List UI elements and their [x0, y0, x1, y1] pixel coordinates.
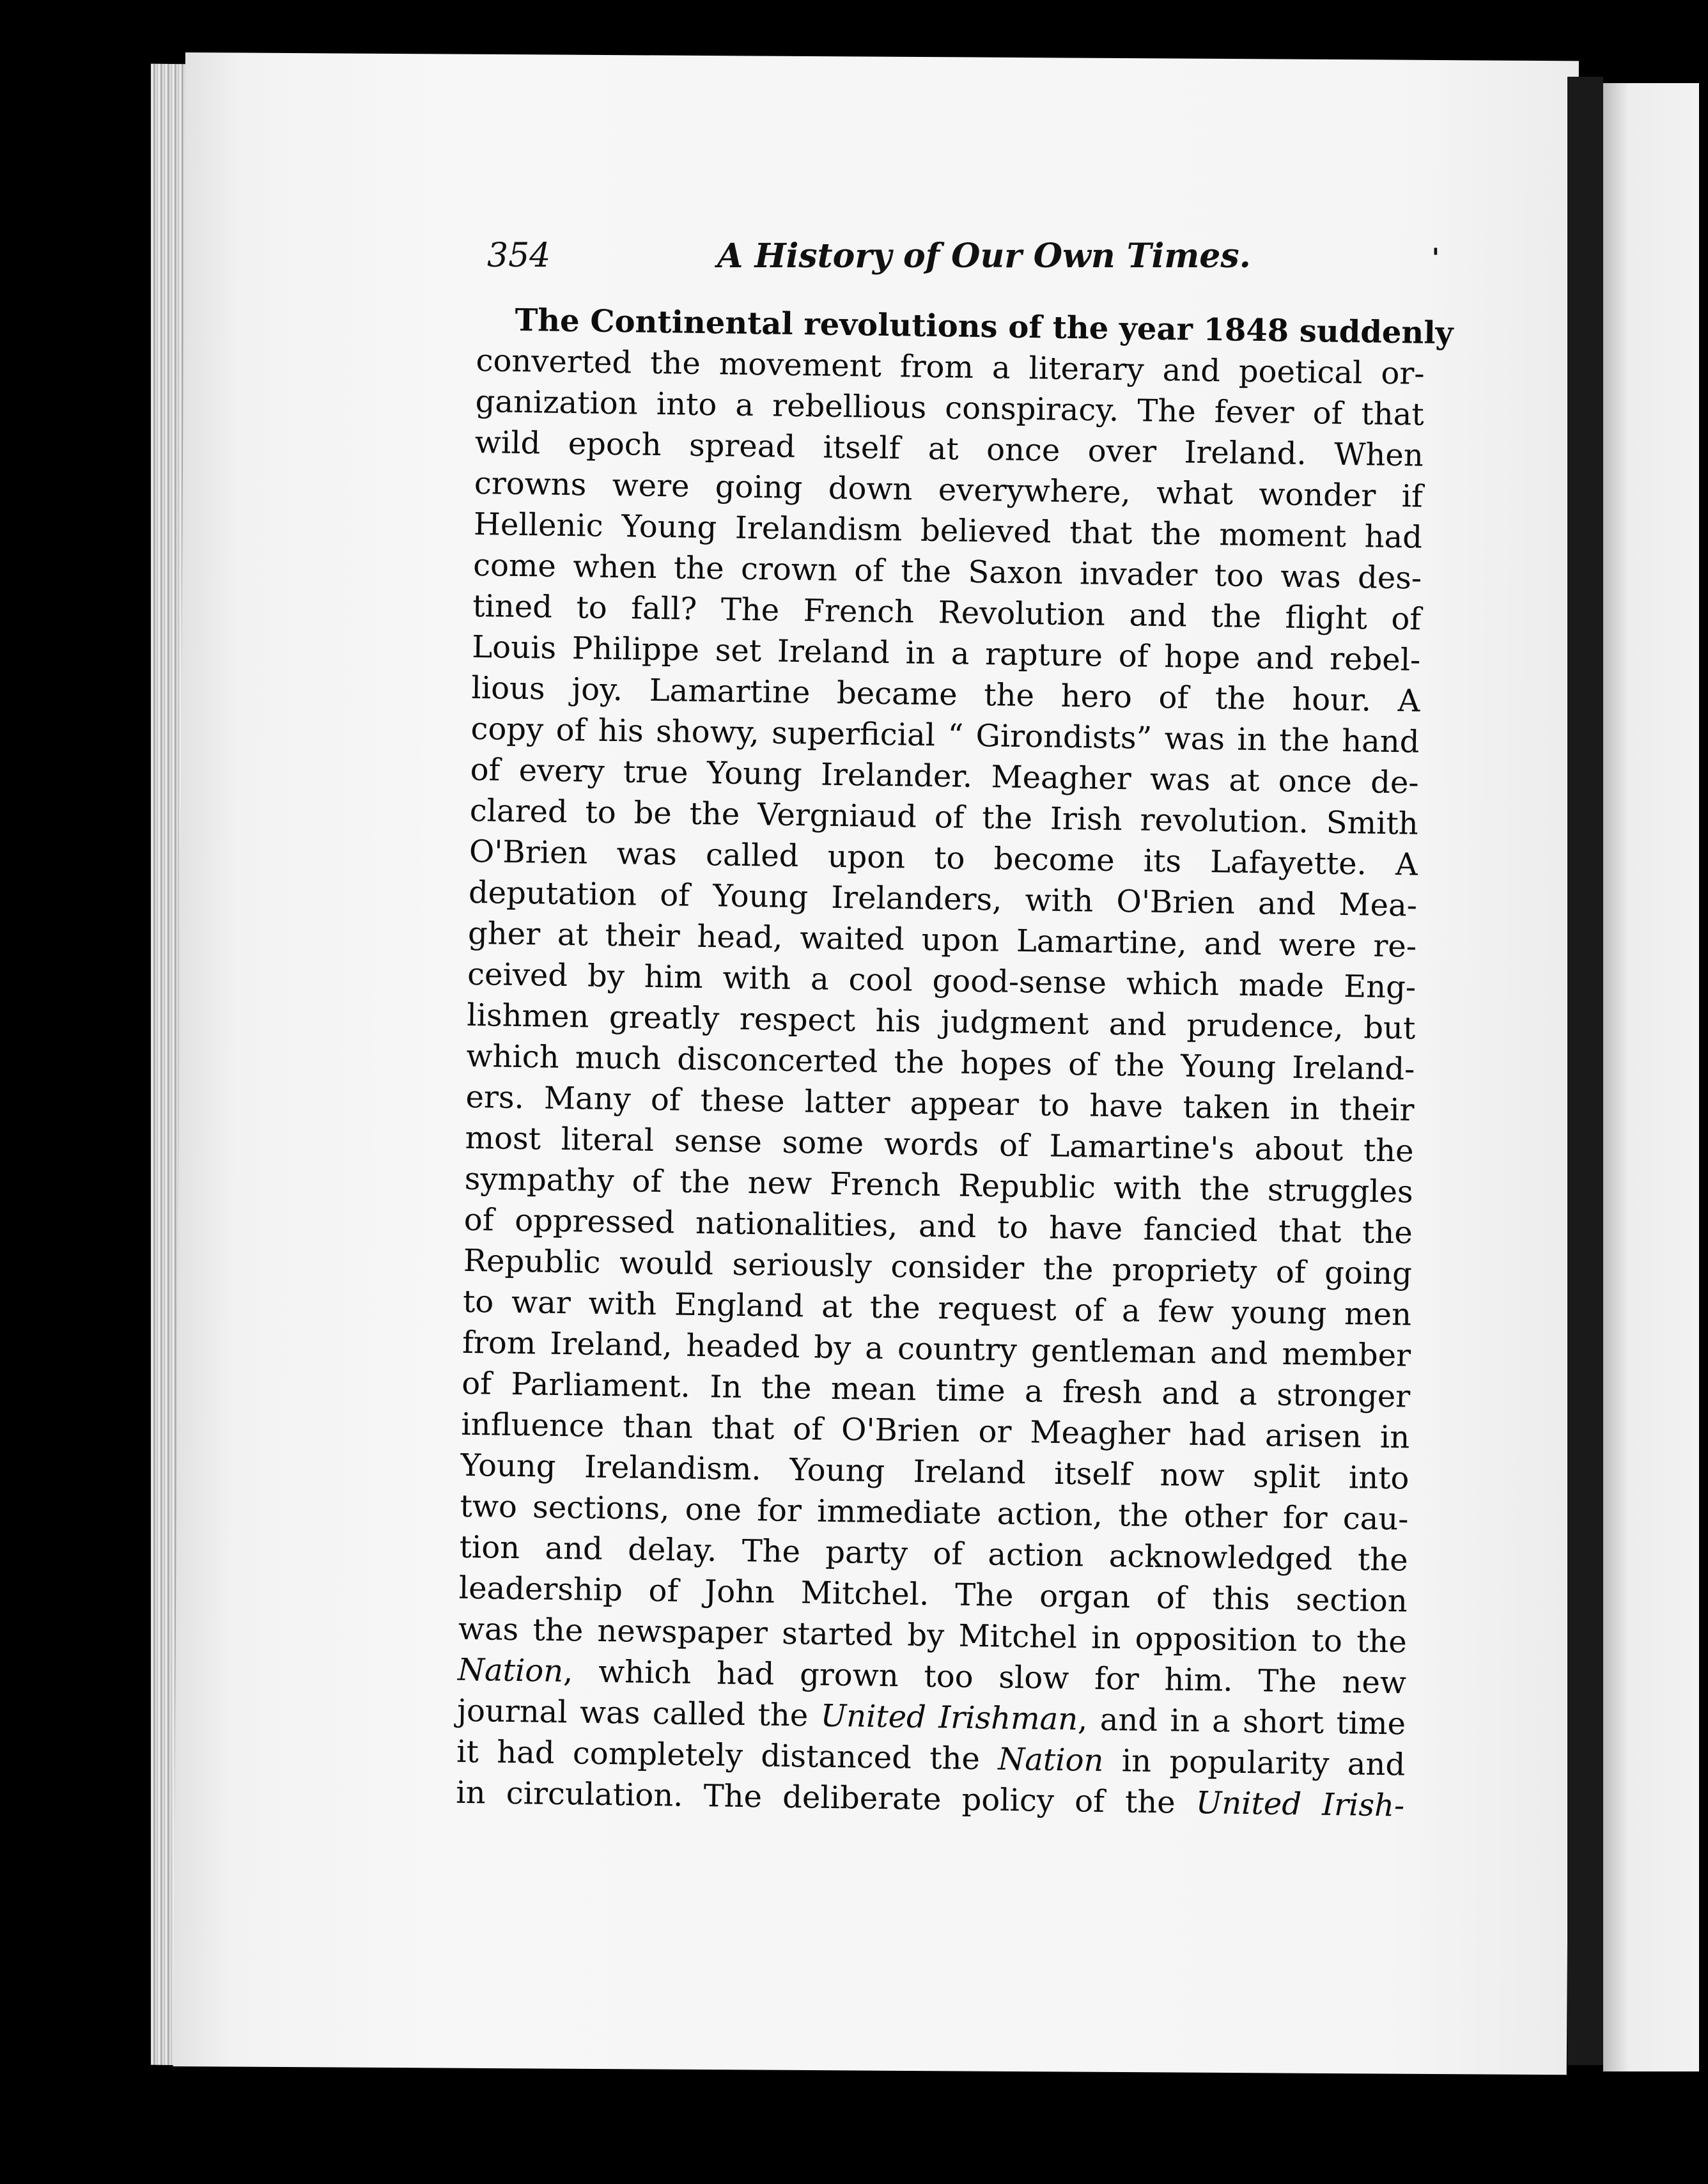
text-line: two sections, one for immediate action, the other for cau-	[460, 1488, 1409, 1538]
italic-title-united-irishman: United Irishman	[820, 1697, 1078, 1738]
text-fragment: journal was called the	[456, 1692, 821, 1734]
running-head-mark: '	[1431, 243, 1440, 273]
text-line: lious joy. Lamartine became the hero of the hour. A	[471, 669, 1420, 719]
text-line: deputation of Young Irelanders, with O'Brien and Mea-	[468, 874, 1418, 924]
text-line: Louis Philippe set Ireland in a rapture of hope and rebel-	[472, 628, 1421, 678]
running-head	[487, 237, 1440, 281]
italic-title-united-irish: United Irish-	[1195, 1784, 1405, 1824]
text-line: sympathy of the new French Republic with the struggles	[464, 1160, 1414, 1210]
text-line: O'Brien was called upon to become its Lafayette. A	[469, 833, 1418, 883]
text-fragment: in popularity and	[1103, 1742, 1406, 1783]
italic-title-nation: Nation	[457, 1651, 564, 1690]
text-line: Young Irelandism. Young Ireland itself now split into	[460, 1447, 1409, 1497]
text-line: of oppressed nationalities, and to have fancied that the	[463, 1201, 1413, 1251]
text-line: ganization into a rebellious conspiracy. The fever of that	[475, 383, 1425, 433]
text-line: Hellenic Young Irelandism believed that the moment had	[473, 506, 1423, 556]
text-fragment: , which had grown too slow for him. The new	[563, 1653, 1407, 1701]
text-line: gher at their head, waited upon Lamartine, and were re-	[467, 915, 1417, 965]
text-line: Republic would seriously consider the propriety of going	[463, 1242, 1413, 1292]
running-head-title: A History of Our Own Times.	[717, 237, 1251, 276]
text-line: of Parliament. In the mean time a fresh and a stronger	[461, 1365, 1411, 1415]
book-gutter-shadow	[1567, 77, 1603, 2065]
text-line: The Continental revolutions of the year 1848 suddenly	[515, 302, 1454, 352]
text-line: leadership of John Mitchel. The organ of this section	[458, 1570, 1408, 1619]
text-line: was the newspaper started by Mitchel in opposition to the	[458, 1611, 1408, 1660]
text-line: ers. Many of these latter appear to have taken in their	[465, 1079, 1415, 1128]
text-line: copy of his showy, superficial “ Girondists” was in the hand	[470, 710, 1420, 760]
text-line: converted the movement from a literary and poetical or-	[476, 342, 1425, 392]
text-line: tion and delay. The party of action acknowledged the	[459, 1529, 1408, 1579]
text-fragment: it had completely distanced the	[456, 1733, 998, 1777]
text-line: lishmen greatly respect his judgment and prudence, but	[466, 997, 1416, 1047]
text-line: from Ireland, headed by a country gentleman and member	[462, 1324, 1411, 1374]
text-line: most literal sense some words of Lamartine's about the	[465, 1119, 1414, 1169]
text-line: influence than that of O'Brien or Meagher had arisen in	[461, 1406, 1410, 1456]
text-line: ceived by him with a cool good-sense which made Eng-	[467, 956, 1417, 1006]
text-line: wild epoch spread itself at once over Ireland. When	[474, 424, 1424, 474]
italic-title-nation: Nation	[997, 1741, 1104, 1779]
text-line: of every true Young Irelander. Meagher was at once de-	[470, 751, 1419, 801]
text-fragment: , and in a short time	[1077, 1701, 1406, 1742]
text-line: to war with England at the request of a few young men	[462, 1283, 1412, 1333]
page-number: 354	[487, 237, 551, 275]
text-line: clared to be the Vergniaud of the Irish revolution. Smith	[469, 792, 1419, 842]
text-line: crowns were going down everywhere, what wonder if	[474, 465, 1424, 515]
facing-page-edge	[1603, 83, 1699, 2071]
body-text	[455, 299, 1454, 1826]
text-line: which much disconcerted the hopes of the Young Ireland-	[466, 1038, 1415, 1088]
text-line: tined to fall? The French Revolution and the flight of	[472, 588, 1422, 637]
text-line: come when the crown of the Saxon invader too was des-	[472, 547, 1422, 597]
text-fragment: in circulation. The deliberate policy of the	[455, 1774, 1197, 1821]
